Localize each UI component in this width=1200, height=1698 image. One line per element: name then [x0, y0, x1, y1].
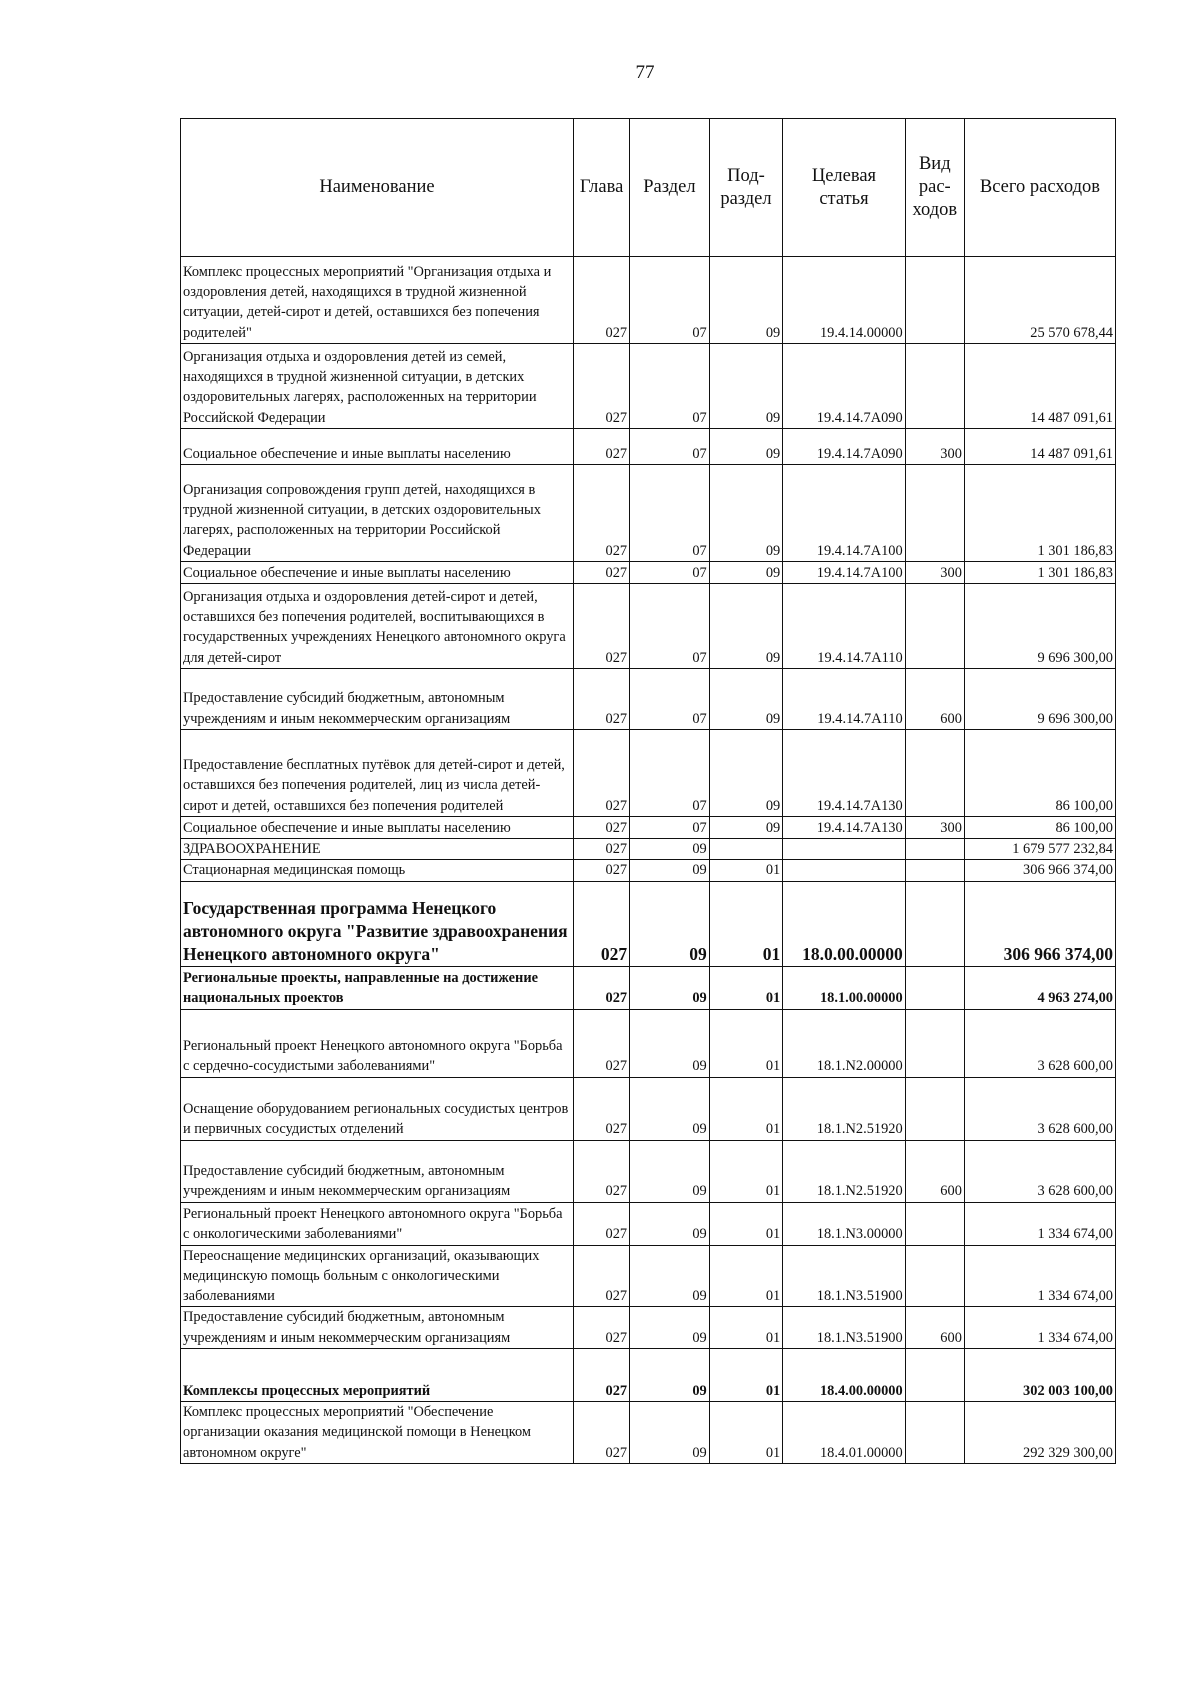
header-razdel: Раздел [630, 119, 710, 257]
row-total: 86 100,00 [964, 817, 1115, 839]
row-vid [905, 1009, 964, 1077]
row-vid [905, 966, 964, 1009]
row-vid: 600 [905, 669, 964, 730]
row-name: Комплекс процессных мероприятий "Организация отдыха и оздоровления детей, находящихся в трудной жизненной ситуации, детей-сирот и детей, оставшихся без попечения родителей" [181, 257, 574, 344]
row-total: 1 334 674,00 [964, 1202, 1115, 1245]
row-glava: 027 [573, 730, 629, 817]
row-vid [905, 1245, 964, 1307]
row-name: Предоставление субсидий бюджетным, автономным учреждениям и иным некоммерческим организациям [181, 1307, 574, 1349]
row-name: Переоснащение медицинских организаций, оказывающих медицинскую помощь больным с онкологическими заболеваниями [181, 1245, 574, 1307]
row-razdel: 09 [630, 839, 710, 860]
table-row [181, 1349, 1116, 1402]
row-name: Социальное обеспечение и иные выплаты населению [181, 562, 574, 584]
row-glava: 027 [573, 1077, 629, 1140]
row-article: 18.1.N2.00000 [783, 1009, 905, 1077]
row-article: 18.4.01.00000 [783, 1402, 905, 1464]
row-podrazdel: 09 [709, 344, 782, 429]
header-vid-line2: рас- [918, 177, 951, 197]
row-glava: 027 [573, 669, 629, 730]
row-glava: 027 [573, 344, 629, 429]
row-razdel: 07 [630, 257, 710, 344]
header-article [783, 119, 905, 257]
row-podrazdel [709, 839, 782, 860]
row-name: Комплекс процессных мероприятий "Обеспечение организации оказания медицинской помощи в Ненецком автономном округе" [181, 1402, 574, 1464]
row-podrazdel: 09 [709, 584, 782, 669]
row-podrazdel: 01 [709, 966, 782, 1009]
row-razdel: 09 [630, 1009, 710, 1077]
row-razdel: 09 [630, 1307, 710, 1349]
table-row [181, 966, 1116, 1009]
row-razdel: 09 [630, 1202, 710, 1245]
row-glava: 027 [573, 584, 629, 669]
table-row [181, 429, 1116, 465]
row-name: Организация сопровождения групп детей, находящихся в трудной жизненной ситуации, в детских оздоровительных лагерях, расположенных на территории Российской Федерации [181, 465, 574, 562]
row-glava: 027 [573, 881, 629, 966]
row-vid [905, 730, 964, 817]
row-podrazdel: 09 [709, 257, 782, 344]
table-row [181, 1009, 1116, 1077]
table-row [181, 1077, 1116, 1140]
row-podrazdel: 09 [709, 429, 782, 465]
row-total: 1 301 186,83 [964, 562, 1115, 584]
row-razdel: 09 [630, 881, 710, 966]
row-razdel: 07 [630, 669, 710, 730]
row-glava: 027 [573, 817, 629, 839]
header-article-line2: статья [819, 188, 869, 209]
table-row [181, 860, 1116, 881]
row-name: Региональные проекты, направленные на достижение национальных проектов [181, 966, 574, 1009]
row-vid: 300 [905, 562, 964, 584]
row-vid [905, 1402, 964, 1464]
row-podrazdel: 01 [709, 860, 782, 881]
row-razdel: 07 [630, 344, 710, 429]
row-glava: 027 [573, 562, 629, 584]
row-name: Государственная программа Ненецкого автономного округа "Развитие здравоохранения Ненецкого автономного округа" [181, 881, 574, 966]
row-vid [905, 881, 964, 966]
row-total: 302 003 100,00 [964, 1349, 1115, 1402]
row-glava: 027 [573, 1140, 629, 1202]
row-podrazdel: 01 [709, 1245, 782, 1307]
row-total: 4 963 274,00 [964, 966, 1115, 1009]
table-row [181, 562, 1116, 584]
header-name: Наименование [181, 119, 574, 257]
row-podrazdel: 09 [709, 817, 782, 839]
row-razdel: 09 [630, 1140, 710, 1202]
row-podrazdel: 01 [709, 1009, 782, 1077]
row-total: 14 487 091,61 [964, 344, 1115, 429]
row-total: 3 628 600,00 [964, 1077, 1115, 1140]
row-vid: 300 [905, 429, 964, 465]
row-article: 18.1.N2.51920 [783, 1077, 905, 1140]
table-row [181, 1140, 1116, 1202]
row-podrazdel: 01 [709, 881, 782, 966]
row-razdel: 07 [630, 429, 710, 465]
row-name: Оснащение оборудованием региональных сосудистых центров и первичных сосудистых отделений [181, 1077, 574, 1140]
row-glava: 027 [573, 1307, 629, 1349]
table-row [181, 584, 1116, 669]
row-vid [905, 465, 964, 562]
row-article [783, 860, 905, 881]
row-podrazdel: 01 [709, 1140, 782, 1202]
row-glava: 027 [573, 429, 629, 465]
row-name: Предоставление бесплатных путёвок для детей-сирот и детей, оставшихся без попечения родителей, лиц из числа детей-сирот и детей, оставшихся без попечения родителей [181, 730, 574, 817]
row-name: Организация отдыха и оздоровления детей из семей, находящихся в трудной жизненной ситуации, в детских оздоровительных лагерях, расположенных на территории Российской Федерации [181, 344, 574, 429]
row-glava: 027 [573, 839, 629, 860]
row-razdel: 09 [630, 1349, 710, 1402]
row-name: Предоставление субсидий бюджетным, автономным учреждениям и иным некоммерческим организациям [181, 669, 574, 730]
row-article: 18.1.00.00000 [783, 966, 905, 1009]
row-razdel: 07 [630, 562, 710, 584]
table-row [181, 344, 1116, 429]
row-total: 1 679 577 232,84 [964, 839, 1115, 860]
row-glava: 027 [573, 465, 629, 562]
row-razdel: 09 [630, 1245, 710, 1307]
table-header-row [181, 119, 1116, 257]
row-glava: 027 [573, 1402, 629, 1464]
row-total: 1 334 674,00 [964, 1307, 1115, 1349]
row-article: 18.0.00.00000 [783, 881, 905, 966]
row-razdel: 07 [630, 730, 710, 817]
budget-table [180, 118, 1116, 1464]
row-vid [905, 839, 964, 860]
table-row [181, 1307, 1116, 1349]
row-name: Социальное обеспечение и иные выплаты населению [181, 429, 574, 465]
row-podrazdel: 09 [709, 562, 782, 584]
row-total: 25 570 678,44 [964, 257, 1115, 344]
row-total: 306 966 374,00 [964, 860, 1115, 881]
row-podrazdel: 09 [709, 669, 782, 730]
table-row [181, 881, 1116, 966]
row-article: 19.4.14.7А100 [783, 465, 905, 562]
row-total: 1 301 186,83 [964, 465, 1115, 562]
row-name: Региональный проект Ненецкого автономного округа "Борьба с онкологическими заболеваниями" [181, 1202, 574, 1245]
row-razdel: 09 [630, 1077, 710, 1140]
header-podrazdel-line2: раздел [720, 188, 772, 209]
row-vid [905, 1349, 964, 1402]
row-vid [905, 1202, 964, 1245]
row-podrazdel: 01 [709, 1077, 782, 1140]
row-article: 18.4.00.00000 [783, 1349, 905, 1402]
row-razdel: 09 [630, 1402, 710, 1464]
row-podrazdel: 01 [709, 1349, 782, 1402]
row-glava: 027 [573, 966, 629, 1009]
page-number: 77 [635, 62, 655, 83]
row-total: 306 966 374,00 [964, 881, 1115, 966]
table-row [181, 1202, 1116, 1245]
row-article: 19.4.14.7А090 [783, 344, 905, 429]
row-podrazdel: 09 [709, 465, 782, 562]
row-name: ЗДРАВООХРАНЕНИЕ [181, 839, 574, 860]
row-glava: 027 [573, 257, 629, 344]
table-row [181, 730, 1116, 817]
row-podrazdel: 01 [709, 1402, 782, 1464]
row-article: 19.4.14.00000 [783, 257, 905, 344]
row-total: 3 628 600,00 [964, 1009, 1115, 1077]
row-name: Социальное обеспечение и иные выплаты населению [181, 817, 574, 839]
row-name: Комплексы процессных мероприятий [181, 1349, 574, 1402]
table-row [181, 1402, 1116, 1464]
row-article [783, 839, 905, 860]
row-razdel: 07 [630, 817, 710, 839]
header-vid-line3: ходов [912, 200, 958, 220]
table-row [181, 257, 1116, 344]
row-glava: 027 [573, 860, 629, 881]
row-podrazdel: 01 [709, 1202, 782, 1245]
row-article: 19.4.14.7А090 [783, 429, 905, 465]
row-vid [905, 257, 964, 344]
table-row [181, 1245, 1116, 1307]
header-vid-line1: Вид [918, 154, 951, 174]
row-name: Стационарная медицинская помощь [181, 860, 574, 881]
row-glava: 027 [573, 1245, 629, 1307]
row-glava: 027 [573, 1349, 629, 1402]
row-vid: 600 [905, 1140, 964, 1202]
row-total: 1 334 674,00 [964, 1245, 1115, 1307]
table-body [181, 257, 1116, 1464]
row-glava: 027 [573, 1202, 629, 1245]
row-vid [905, 584, 964, 669]
row-name: Предоставление субсидий бюджетным, автономным учреждениям и иным некоммерческим организациям [181, 1140, 574, 1202]
row-article: 18.1.N3.00000 [783, 1202, 905, 1245]
table-row [181, 669, 1116, 730]
header-podrazdel-line1: Под- [727, 165, 765, 186]
row-total: 9 696 300,00 [964, 584, 1115, 669]
row-name: Организация отдыха и оздоровления детей-сирот и детей, оставшихся без попечения родителей, воспитывающихся в государственных учреждениях Ненецкого автономного округа для детей-сирот [181, 584, 574, 669]
table-row [181, 465, 1116, 562]
row-razdel: 07 [630, 465, 710, 562]
row-article: 19.4.14.7А110 [783, 584, 905, 669]
row-article: 19.4.14.7А130 [783, 730, 905, 817]
row-article: 19.4.14.7А130 [783, 817, 905, 839]
row-vid [905, 1077, 964, 1140]
row-article: 18.1.N2.51920 [783, 1140, 905, 1202]
row-total: 3 628 600,00 [964, 1140, 1115, 1202]
row-podrazdel: 01 [709, 1307, 782, 1349]
row-glava: 027 [573, 1009, 629, 1077]
table-row [181, 817, 1116, 839]
row-article: 18.1.N3.51900 [783, 1307, 905, 1349]
row-razdel: 09 [630, 966, 710, 1009]
row-total: 9 696 300,00 [964, 669, 1115, 730]
row-podrazdel: 09 [709, 730, 782, 817]
row-vid [905, 344, 964, 429]
row-razdel: 09 [630, 860, 710, 881]
row-article: 19.4.14.7А100 [783, 562, 905, 584]
row-vid: 600 [905, 1307, 964, 1349]
header-total: Всего расходов [964, 119, 1115, 257]
row-total: 86 100,00 [964, 730, 1115, 817]
header-glava: Глава [573, 119, 629, 257]
row-vid [905, 860, 964, 881]
row-article: 19.4.14.7А110 [783, 669, 905, 730]
row-name: Региональный проект Ненецкого автономного округа "Борьба с сердечно-сосудистыми заболеваниями" [181, 1009, 574, 1077]
row-article: 18.1.N3.51900 [783, 1245, 905, 1307]
row-total: 14 487 091,61 [964, 429, 1115, 465]
row-razdel: 07 [630, 584, 710, 669]
header-vid [905, 119, 964, 257]
row-vid: 300 [905, 817, 964, 839]
header-article-line1: Целевая [811, 165, 877, 186]
header-podrazdel [709, 119, 782, 257]
row-total: 292 329 300,00 [964, 1402, 1115, 1464]
table-row [181, 839, 1116, 860]
